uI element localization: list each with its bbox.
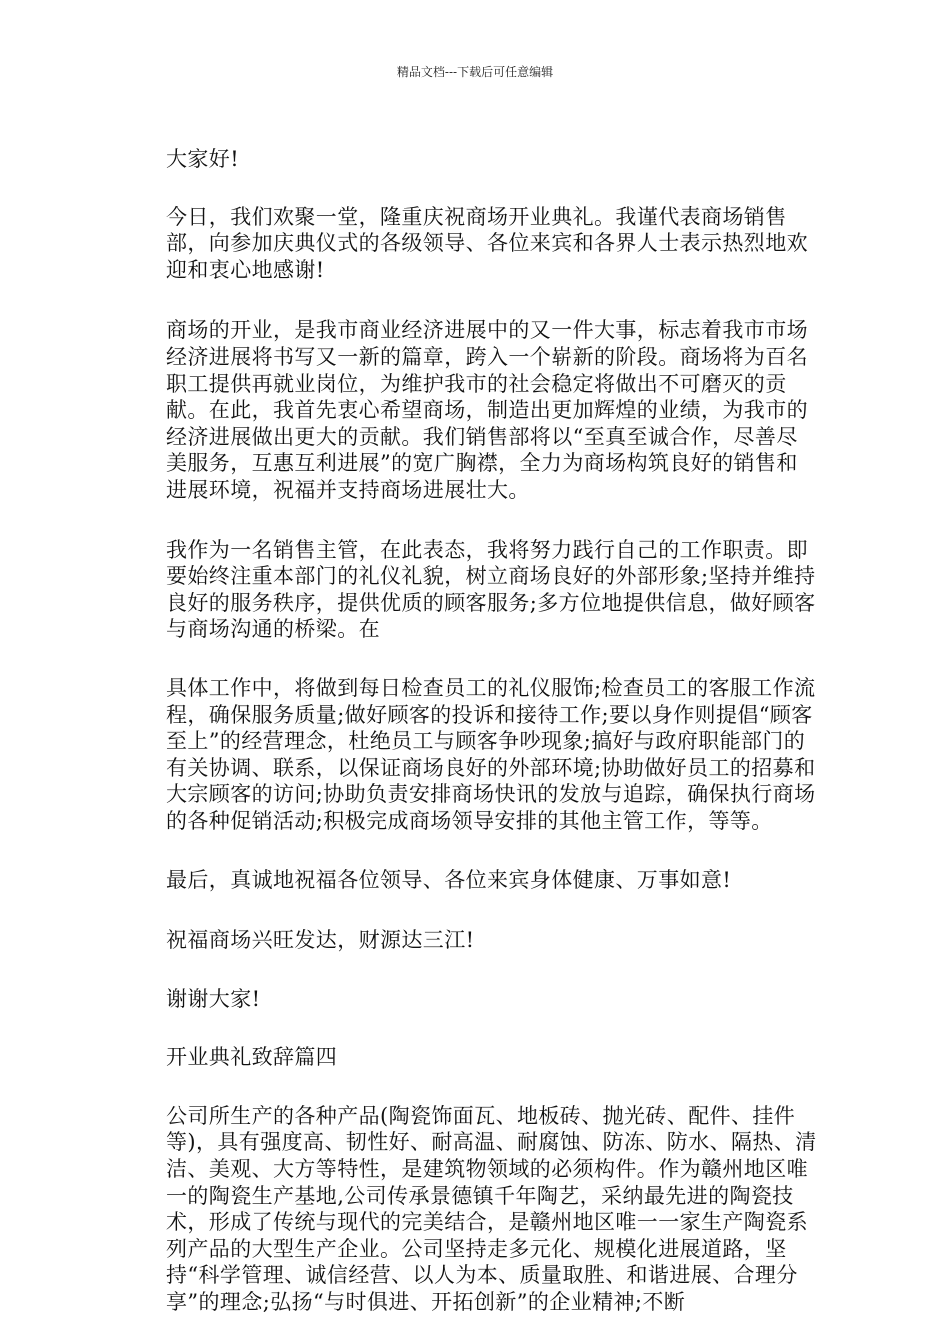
paragraph-thanks: 谢谢大家! bbox=[166, 986, 261, 1011]
paragraph-opening-significance: 商场的开业，是我市商业经济进展中的又一件大事，标志着我市市场经济进展将书写又一新的篇章，跨入一个崭新的阶段。商场将为百名职工提供再就业岗位，为维护我市的社会稳定将做出不可磨灭的贡献。在此，我首先衷心希望商场，制造出更加辉煌的业绩，为我市的经济进展做出更大的贡献。我们销售部将以“至真至诚合作，尽善尽美服务，互惠互利进展”的宽广胸襟，全力为商场构筑良好的销售和进展环境，祝福并支持商场进展壮大。 bbox=[166, 318, 808, 502]
document-body bbox=[166, 146, 818, 1316]
paragraph-prosperity-wish: 祝福商场兴旺发达，财源达三江! bbox=[166, 928, 475, 953]
page-header: 精品文档---下载后可任意编辑 bbox=[396, 65, 554, 79]
section-heading: 开业典礼致辞篇四 bbox=[166, 1045, 338, 1070]
paragraph-greeting: 大家好! bbox=[166, 147, 240, 171]
paragraph-welcome: 今日，我们欢聚一堂，隆重庆祝商场开业典礼。我谨代表商场销售部，向参加庆典仪式的各级领导、各位来宾和各界人士表示热烈地欢迎和衷心地感谢! bbox=[166, 204, 808, 282]
paragraph-supervisor-statement: 我作为一名销售主管，在此表态，我将努力践行自己的工作职责。即要始终注重本部门的礼仪礼貌，树立商场良好的外部形象;坚持并维持良好的服务秩序，提供优质的顾客服务;多方位地提供信息，做好顾客与商场沟通的桥梁。在 bbox=[166, 537, 816, 642]
paragraph-closing-wishes: 最后，真诚地祝福各位领导、各位来宾身体健康、万事如意! bbox=[166, 868, 732, 893]
paragraph-company-products: 公司所生产的各种产品(陶瓷饰面瓦、地板砖、抛光砖、配件、挂件等)，具有强度高、韧性好、耐高温、耐腐蚀、防冻、防水、隔热、清洁、美观、大方等特性，是建筑物领域的必须构件。作为赣州地区唯一的陶瓷生产基地,公司传承景德镇千年陶艺，采纳最先进的陶瓷技术，形成了传统与现代的完美结合，是赣州地区唯一一家生产陶瓷系列产品的大型生产企业。公司坚持走多元化、规模化进展道路，坚持“科学管理、诚信经营、以人为本、质量取胜、和谐进展、合理分享”的理念;弘扬“与时俱进、开拓创新”的企业精神;不断 bbox=[166, 1103, 817, 1314]
paragraph-work-details: 具体工作中，将做到每日检查员工的礼仪服饰;检查员工的客服工作流程，确保服务质量;做好顾客的投诉和接待工作;要以身作则提倡“顾客至上”的经营理念，杜绝员工与顾客争吵现象;搞好与政府职能部门的有关协调、联系，以保证商场良好的外部环境;协助做好员工的招募和大宗顾客的访问;协助负责安排商场快讯的发放与追踪，确保执行商场的各种促销活动;积极完成商场领导安排的其他主管工作，等等。 bbox=[166, 675, 816, 833]
